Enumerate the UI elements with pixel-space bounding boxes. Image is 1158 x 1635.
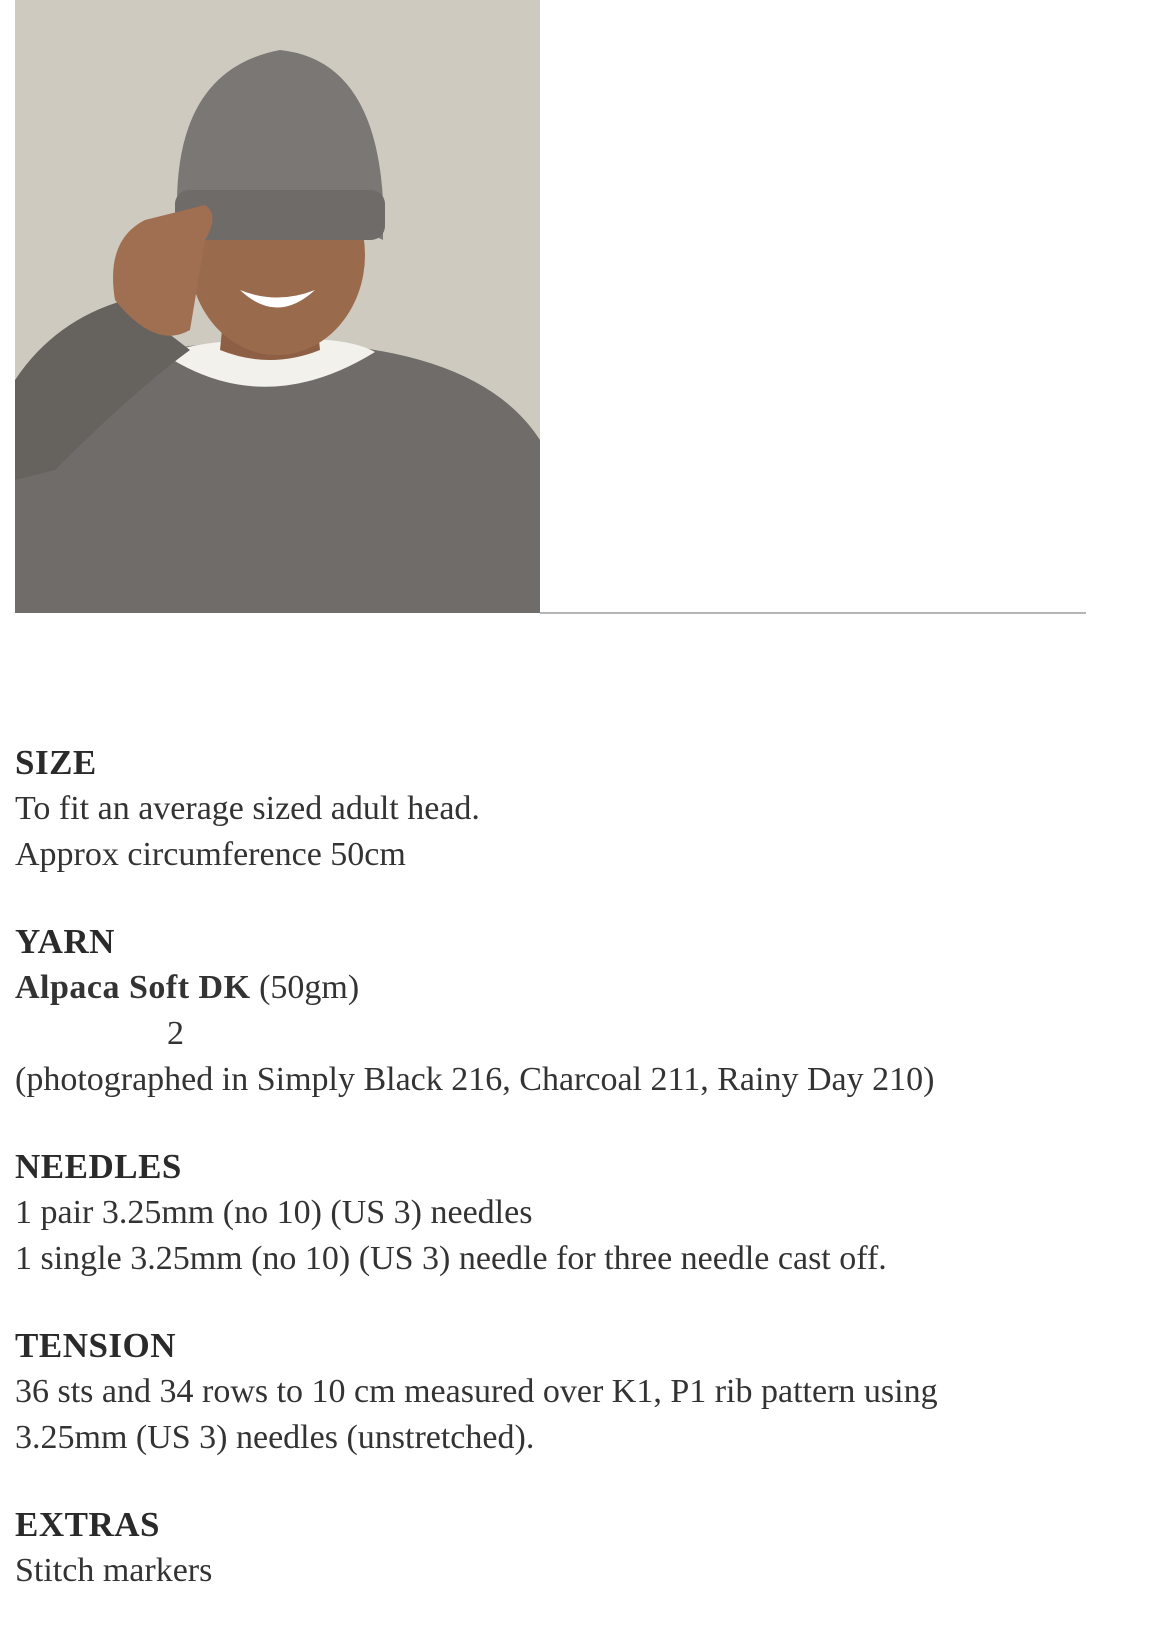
extras-heading: EXTRAS — [15, 1505, 160, 1544]
yarn-name: Alpaca Soft DK — [15, 969, 251, 1006]
size-section — [15, 740, 1115, 878]
yarn-note: (photographed in Simply Black 216, Charcoal 211, Rainy Day 210) — [15, 1061, 935, 1098]
needles-line: 1 pair 3.25mm (no 10) (US 3) needles — [15, 1194, 533, 1231]
yarn-section — [15, 919, 1115, 1103]
yarn-name-line — [15, 965, 1115, 1011]
model-illustration — [15, 0, 540, 613]
pattern-details — [15, 740, 1115, 1635]
yarn-quantity: 2 — [167, 1015, 184, 1052]
tension-line: 36 sts and 34 rows to 10 cm measured over K1, P1 rib pattern using — [15, 1373, 938, 1410]
size-line: To fit an average sized adult head. — [15, 790, 480, 827]
extras-section — [15, 1502, 1115, 1594]
divider-line — [540, 612, 1086, 614]
needles-section — [15, 1144, 1115, 1282]
size-heading: SIZE — [15, 743, 97, 782]
yarn-weight: (50gm) — [259, 969, 360, 1006]
needles-heading: NEEDLES — [15, 1147, 182, 1186]
model-photo — [15, 0, 540, 613]
yarn-heading: YARN — [15, 922, 115, 961]
size-line: Approx circumference 50cm — [15, 836, 406, 873]
tension-section — [15, 1323, 1115, 1461]
extras-line: Stitch markers — [15, 1552, 213, 1589]
tension-heading: TENSION — [15, 1326, 177, 1365]
tension-line: 3.25mm (US 3) needles (unstretched). — [15, 1419, 535, 1456]
needles-line: 1 single 3.25mm (no 10) (US 3) needle for three needle cast off. — [15, 1240, 887, 1277]
